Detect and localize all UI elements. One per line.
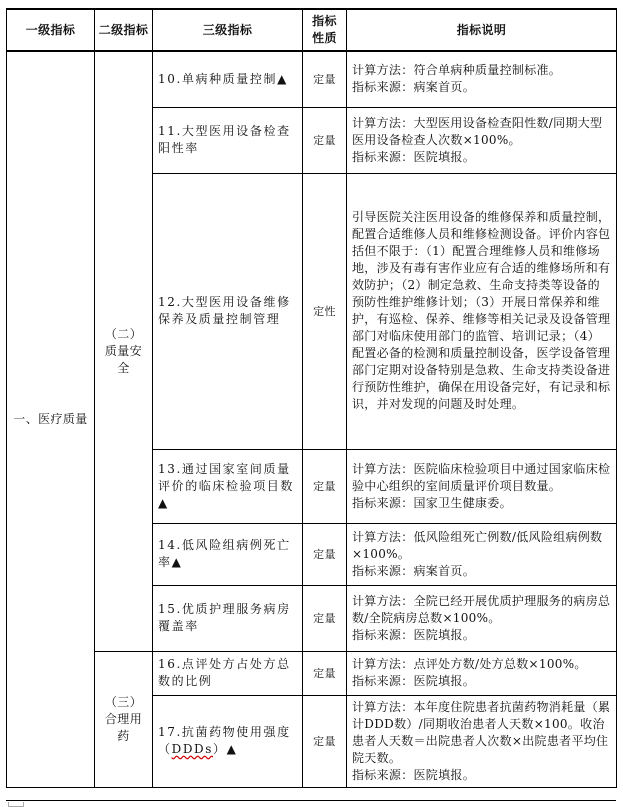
- nature-cell: 定量: [303, 107, 347, 173]
- header-desc: 指标说明: [347, 9, 617, 51]
- level3-cell: 11.大型医用设备检查阳性率: [153, 107, 303, 173]
- desc-line: 指标来源：医院填报。: [352, 149, 476, 164]
- table-row: [7, 51, 617, 107]
- level3-cell: 10.单病种质量控制▲: [153, 51, 303, 107]
- desc-line: 指标来源：医院填报。: [352, 767, 476, 782]
- header-level3: 三级指标: [153, 9, 303, 51]
- header-row: [7, 9, 617, 51]
- desc-cell: [347, 695, 617, 787]
- ddds-label: DDDs: [171, 742, 214, 756]
- desc-line: 计算方法：本年度住院患者抗菌药物消耗量（累计DDD数）/同期收治患者人天数×100。收治患者人天数＝出院患者人次数×出院患者平均住院天数。: [352, 699, 611, 765]
- level3-cell: 15.优质护理服务病房覆盖率: [153, 585, 303, 651]
- desc-line: 指标来源：病案首页。: [352, 80, 476, 95]
- header-level2: 二级指标: [95, 9, 153, 51]
- desc-line: 指标来源：国家卫生健康委。: [352, 495, 512, 510]
- level3-cell: 16.点评处方占处方总数的比例: [153, 651, 303, 695]
- page-corner-mark: [8, 802, 24, 807]
- nature-cell: 定量: [303, 523, 347, 585]
- header-level1: 一级指标: [7, 9, 95, 51]
- desc-line: 引导医院关注医用设备的维修保养和质量控制，配置合适维修人员和维修检测设备。评价内容包括但不限于：（1）配置合理维修人员和维修场地，涉及有毒有害作业应有合适的维修场所和有效防护；（2）制定急救、生命支持类等设备的预防性维护维修计划；（3）开展日常保养和维护，有巡检、保养、维修等相关记录及设备管理部门对临床使用部门的监管、培训记录；（4）配置必备的检测和质量控制设备，医学设备管理部门定期对设备特别是急救、生命支持类设备进行预防性维护，确保在用设备完好，有记录和标识，并对发现的问题及时处理。: [352, 210, 611, 411]
- level3-cell: 13.通过国家室间质量评价的临床检验项目数▲: [153, 449, 303, 523]
- nature-cell: 定量: [303, 585, 347, 651]
- desc-line: 指标来源：医院填报。: [352, 627, 476, 642]
- level2-cell-quality-safety: （二）质量安全: [95, 51, 153, 651]
- level1-cell: 一、医疗质量: [7, 51, 95, 787]
- table-row: [7, 651, 617, 695]
- desc-cell: [347, 651, 617, 695]
- desc-line: 指标来源：医院填报。: [352, 674, 476, 688]
- nature-cell: 定量: [303, 695, 347, 787]
- level2-cell-rational-drug-use: （三）合理用药: [95, 651, 153, 787]
- desc-line: 计算方法：低风险组死亡例数/低风险组病例数×100%。: [352, 529, 603, 561]
- desc-line: 计算方法：大型医用设备检查阳性数/同期大型医用设备检查人次数×100%。: [352, 115, 603, 147]
- desc-line: 计算方法：全院已经开展优质护理服务的病房总数/全院病房总数×100%。: [352, 593, 611, 625]
- desc-line: 计算方法：点评处方数/处方总数×100%。: [352, 657, 587, 671]
- level3-name-prefix: 17.抗菌药物使用强度（: [158, 725, 291, 756]
- desc-line: 计算方法：医院临床检验项目中通过国家临床检验中心组织的室间质量评价项目数量。: [352, 461, 611, 493]
- desc-cell: [347, 173, 617, 449]
- desc-cell: [347, 585, 617, 651]
- desc-cell: [347, 51, 617, 107]
- desc-line: 指标来源：病案首页。: [352, 563, 476, 578]
- level3-cell: 12.大型医用设备维修保养及质量控制管理: [153, 173, 303, 449]
- desc-cell: [347, 449, 617, 523]
- nature-cell: 定量: [303, 449, 347, 523]
- page-bottom-rule: [6, 800, 616, 801]
- desc-cell: [347, 107, 617, 173]
- level3-name-suffix: ）▲: [213, 742, 238, 756]
- nature-cell: 定量: [303, 651, 347, 695]
- nature-cell: 定量: [303, 51, 347, 107]
- nature-cell: 定性: [303, 173, 347, 449]
- indicator-table: [6, 8, 617, 788]
- level3-cell: [153, 695, 303, 787]
- level3-cell: 14.低风险组病例死亡率▲: [153, 523, 303, 585]
- desc-line: 计算方法：符合单病种质量控制标准。: [352, 63, 562, 78]
- header-nature: 指标性质: [303, 9, 347, 51]
- desc-cell: [347, 523, 617, 585]
